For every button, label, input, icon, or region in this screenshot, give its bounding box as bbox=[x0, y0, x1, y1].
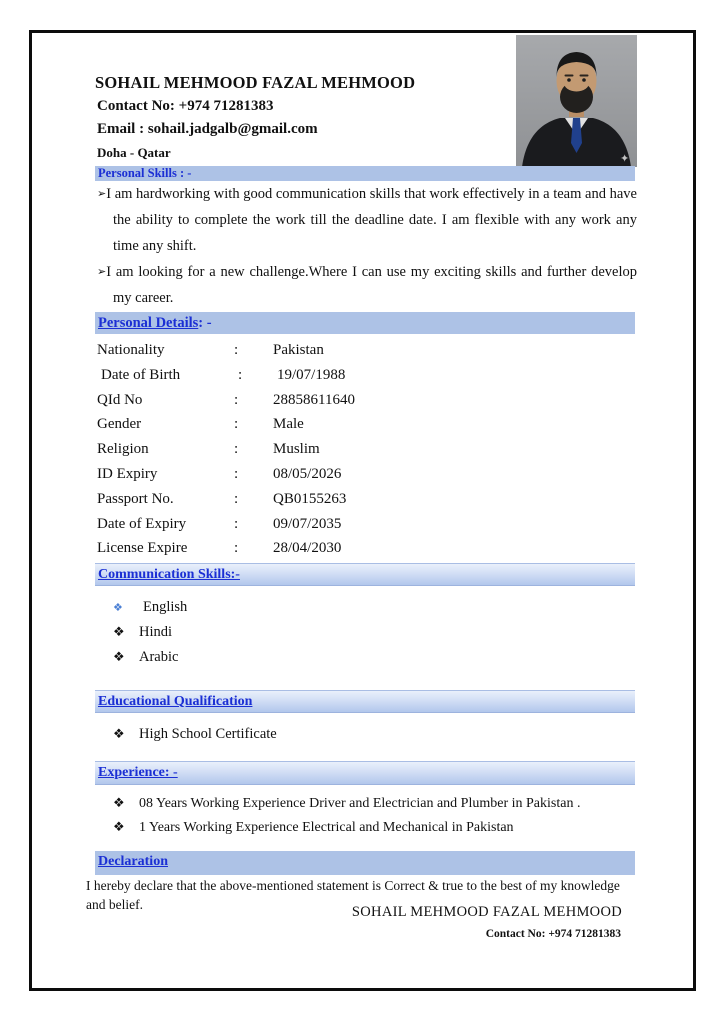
row-label: License Expire bbox=[97, 540, 188, 557]
table-row bbox=[97, 536, 617, 561]
photo-badge-icon: ✦ bbox=[620, 153, 630, 165]
skill-text: I am looking for a new challenge.Where I can use my exciting skills and further develop my career. bbox=[106, 264, 637, 306]
diamond-bullet-icon: ❖ bbox=[113, 624, 125, 640]
language-label: English bbox=[143, 599, 188, 615]
experience-text: 08 Years Working Experience Driver and Electrician and Plumber in Pakistan . bbox=[139, 796, 581, 811]
row-value: 09/07/2035 bbox=[273, 515, 342, 532]
contact-number: Contact No: +974 71281383 bbox=[97, 98, 274, 114]
section-header-declaration bbox=[95, 851, 635, 875]
signature-contact: Contact No: +974 71281383 bbox=[485, 928, 621, 940]
list-item bbox=[113, 620, 533, 644]
section-header-communication-skills bbox=[95, 563, 635, 586]
row-value: 08/05/2026 bbox=[273, 465, 342, 482]
section-header-education bbox=[95, 690, 635, 713]
row-label: QId No bbox=[97, 391, 143, 408]
row-separator: : bbox=[234, 490, 239, 507]
section-header-experience bbox=[95, 761, 635, 785]
row-value: Muslim bbox=[273, 441, 320, 458]
row-value: Pakistan bbox=[273, 342, 324, 358]
table-row bbox=[97, 412, 617, 437]
location: Doha - Qatar bbox=[97, 145, 171, 160]
section-title-suffix: : - bbox=[198, 315, 212, 331]
profile-photo bbox=[516, 35, 637, 167]
list-item bbox=[113, 722, 593, 746]
declaration-text: I hereby declare that the above-mentioned statement is Correct & true to the best of my knowledge and belief. bbox=[86, 878, 620, 912]
diamond-bullet-icon: ❖ bbox=[113, 795, 125, 810]
skill-item bbox=[97, 259, 637, 311]
list-item bbox=[113, 816, 633, 840]
table-row bbox=[97, 462, 617, 487]
table-row bbox=[97, 487, 617, 512]
row-value: Male bbox=[273, 416, 304, 433]
arrow-bullet-icon: ➢ bbox=[97, 266, 107, 278]
row-label: Date of Expiry bbox=[97, 515, 187, 532]
row-label: Passport No. bbox=[97, 490, 174, 507]
row-label: Nationality bbox=[97, 342, 165, 358]
list-item bbox=[113, 596, 533, 620]
diamond-bullet-icon: ❖ bbox=[113, 602, 123, 614]
row-value: 28/04/2030 bbox=[273, 540, 342, 557]
table-row bbox=[97, 388, 617, 413]
section-title: Declaration bbox=[98, 854, 168, 869]
diamond-bullet-icon: ❖ bbox=[113, 726, 125, 741]
row-label: Religion bbox=[97, 441, 149, 458]
personal-details-table bbox=[97, 338, 617, 561]
profile-photo-illustration bbox=[516, 35, 637, 167]
row-label: ID Expiry bbox=[97, 465, 158, 482]
row-separator: : bbox=[234, 540, 239, 557]
row-separator: : bbox=[234, 416, 239, 433]
row-separator: : bbox=[234, 515, 239, 532]
row-separator: : bbox=[234, 342, 239, 358]
section-title: Personal Details bbox=[98, 315, 199, 331]
row-label: Date of Birth bbox=[101, 366, 181, 383]
candidate-name: SOHAIL MEHMOOD FAZAL MEHMOOD bbox=[95, 73, 416, 92]
section-title: Personal Skills : - bbox=[98, 166, 192, 180]
table-row bbox=[97, 338, 617, 363]
arrow-bullet-icon: ➢ bbox=[97, 188, 107, 200]
row-label: Gender bbox=[97, 416, 142, 433]
diamond-bullet-icon: ❖ bbox=[113, 648, 125, 664]
experience-text: 1 Years Working Experience Electrical and Mechanical in Pakistan bbox=[139, 819, 514, 835]
skill-text: I am hardworking with good communication skills that work effectively in a team and have the ability to complete the work till the deadline date. I am flexible with any work any time any shift. bbox=[106, 186, 637, 254]
section-title: Experience: - bbox=[98, 765, 178, 780]
table-row bbox=[97, 512, 617, 537]
personal-skills-list bbox=[97, 181, 637, 311]
section-title: Communication Skills:- bbox=[98, 567, 240, 582]
diamond-bullet-icon: ❖ bbox=[113, 818, 125, 834]
language-label: Hindi bbox=[139, 624, 173, 641]
row-separator: : bbox=[238, 366, 243, 383]
row-separator: : bbox=[234, 441, 239, 458]
education-list bbox=[113, 722, 593, 746]
skill-item bbox=[97, 181, 637, 259]
table-row bbox=[97, 437, 617, 462]
email-address: Email : sohail.jadgalb@gmail.com bbox=[97, 121, 318, 137]
row-value: QB0155263 bbox=[273, 490, 347, 507]
signature-name: SOHAIL MEHMOOD FAZAL MEHMOOD bbox=[351, 904, 622, 920]
list-item bbox=[113, 645, 533, 669]
education-label: High School Certificate bbox=[139, 726, 277, 742]
language-label: Arabic bbox=[139, 648, 179, 665]
row-value: 28858611640 bbox=[273, 391, 355, 408]
row-separator: : bbox=[234, 465, 239, 482]
section-header-personal-details bbox=[95, 312, 635, 334]
table-row bbox=[97, 363, 617, 388]
section-title: Educational Qualification bbox=[98, 694, 253, 709]
section-header-personal-skills bbox=[95, 166, 635, 181]
row-value: 19/07/1988 bbox=[277, 366, 346, 383]
row-separator: : bbox=[234, 391, 239, 408]
list-item bbox=[113, 792, 633, 816]
languages-list bbox=[113, 596, 533, 669]
experience-list bbox=[113, 792, 633, 839]
